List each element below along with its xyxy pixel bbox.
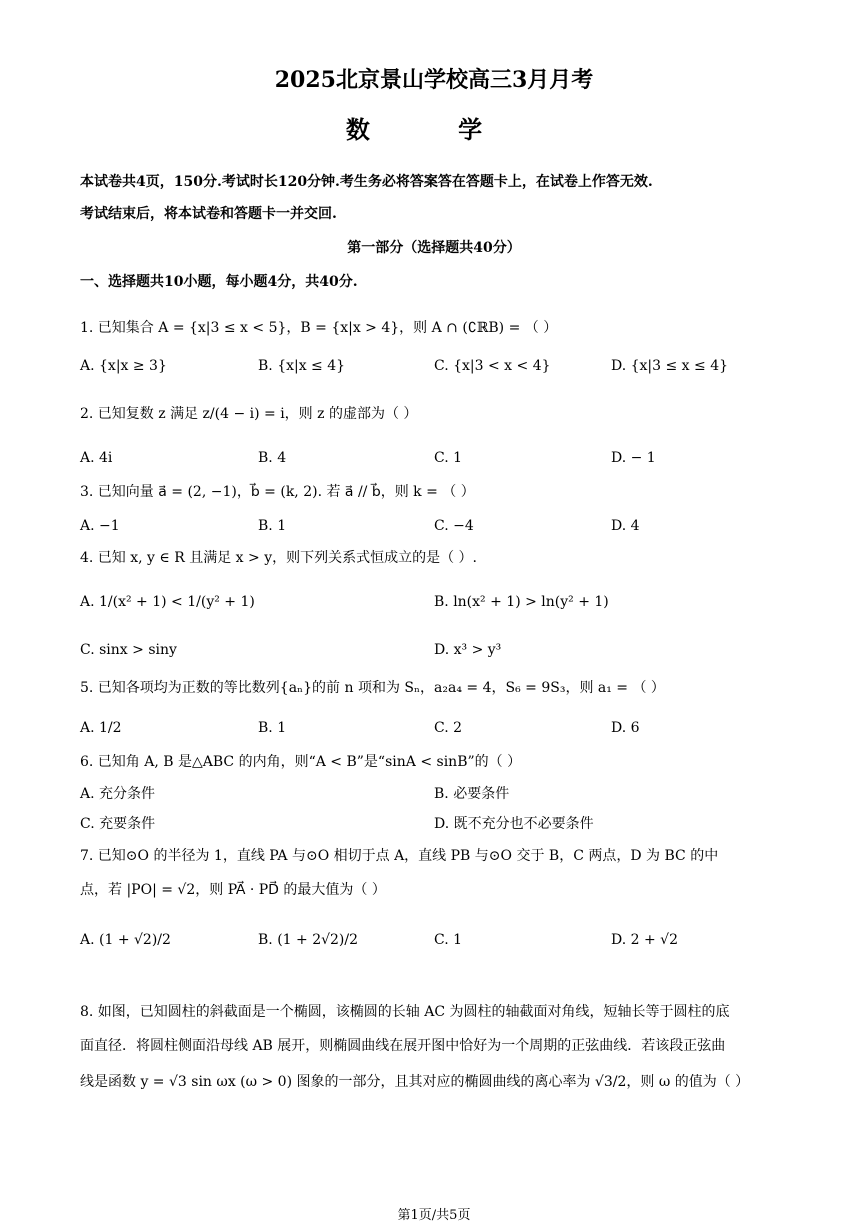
q1-option-a: A. {x|x ≥ 3}: [80, 358, 167, 374]
page-footer: 第1页/共5页: [397, 1208, 471, 1223]
q3-option-c: C. −4: [434, 518, 474, 534]
q5-option-d: D. 6: [611, 720, 640, 736]
part1-heading: 第一部分（选择题共40分）: [347, 240, 521, 256]
q3-option-a: A. −1: [80, 518, 120, 534]
q7-option-b: B. (1 + 2√2)/2: [258, 932, 359, 948]
q2-option-d: D. − 1: [611, 450, 656, 466]
q5-option-b: B. 1: [258, 720, 287, 736]
instructions-line-2: 考试结束后，将本试卷和答题卡一并交回.: [80, 206, 337, 222]
q5-option-a: A. 1/2: [80, 720, 122, 736]
q2-stem: 2. 已知复数 z 满足 z/(4 − i) = i，则 z 的虚部为（ ）: [80, 406, 418, 422]
q7-stem-line-1: 7. 已知⊙O 的半径为 1，直线 PA 与⊙O 相切于点 A，直线 PB 与⊙O 交于 B，C 两点，D 为 BC 的中: [80, 848, 719, 864]
q2-option-a: A. 4i: [80, 450, 113, 466]
q8-line-1: 8. 如图，已知圆柱的斜截面是一个椭圆，该椭圆的长轴 AC 为圆柱的轴截面对角线，短轴长等于圆柱的底: [80, 1004, 730, 1020]
q3-option-b: B. 1: [258, 518, 287, 534]
q4-option-b: B. ln(x² + 1) > ln(y² + 1): [434, 594, 609, 610]
q7-option-c: C. 1: [434, 932, 463, 948]
q6-option-d: D. 既不充分也不必要条件: [434, 816, 594, 832]
q6-stem: 6. 已知角 A, B 是△ABC 的内角，则“A < B”是“sinA < sinB”的（ ）: [80, 754, 522, 770]
q6-option-a: A. 充分条件: [80, 786, 156, 802]
q5-option-c: C. 2: [434, 720, 463, 736]
q6-option-c: C. 充要条件: [80, 816, 156, 832]
q7-option-a: A. (1 + √2)/2: [80, 932, 171, 948]
instructions-line-1: 本试卷共4页，150分.考试时长120分钟.考生务必将答案答在答题卡上，在试卷上作答无效.: [80, 174, 653, 190]
q2-option-c: C. 1: [434, 450, 463, 466]
q1-option-c: C. {x|3 < x < 4}: [434, 358, 551, 374]
section-heading: 一、选择题共10小题，每小题4分，共40分.: [80, 274, 358, 290]
q4-option-d: D. x³ > y³: [434, 642, 502, 658]
q2-option-b: B. 4: [258, 450, 287, 466]
q1-option-b: B. {x|x ≤ 4}: [258, 358, 346, 374]
q3-option-d: D. 4: [611, 518, 640, 534]
q3-stem: 3. 已知向量 a⃗ = (2, −1)，b⃗ = (k, 2). 若 a⃗ // b⃗，则 k = （ ）: [80, 484, 475, 500]
q7-stem-line-2: 点，若 |PO| = √2，则 PA⃗ · PD⃗ 的最大值为（ ）: [80, 882, 386, 898]
exam-title: 2025北京景山学校高三3月月考: [274, 67, 594, 93]
q7-option-d: D. 2 + √2: [611, 932, 678, 948]
q4-option-a: A. 1/(x² + 1) < 1/(y² + 1): [80, 594, 255, 610]
q6-option-b: B. 必要条件: [434, 786, 510, 802]
q1-stem: 1. 已知集合 A = {x|3 ≤ x < 5}，B = {x|x > 4}，则 A ∩ (∁ℝB) = （ ）: [80, 320, 558, 336]
q4-stem: 4. 已知 x, y ∈ R 且满足 x > y，则下列关系式恒成立的是（ ）.: [80, 550, 478, 566]
q8-line-2: 面直径．将圆柱侧面沿母线 AB 展开，则椭圆曲线在展开图中恰好为一个周期的正弦曲线．若该段正弦曲: [80, 1038, 726, 1054]
subject-heading: 数 学: [345, 115, 523, 144]
q5-stem: 5. 已知各项均为正数的等比数列{aₙ}的前 n 项和为 Sₙ，a₂a₄ = 4，S₆ = 9S₃，则 a₁ = （ ）: [80, 680, 665, 696]
q1-option-d: D. {x|3 ≤ x ≤ 4}: [611, 358, 729, 374]
q4-option-c: C. sinx > siny: [80, 642, 177, 658]
q8-line-3: 线是函数 y = √3 sin ωx (ω > 0) 图象的一部分，且其对应的椭圆曲线的离心率为 √3/2，则 ω 的值为（ ）: [80, 1074, 750, 1090]
